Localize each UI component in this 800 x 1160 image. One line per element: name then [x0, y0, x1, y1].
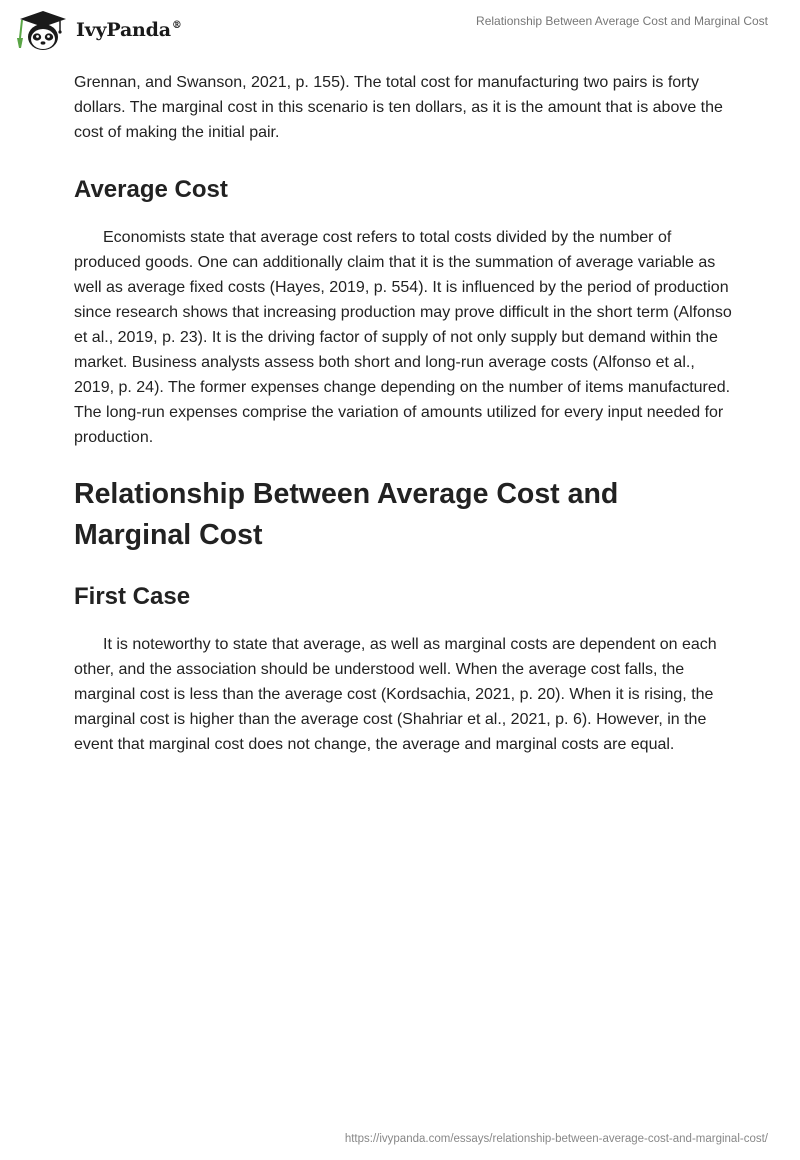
average-cost-paragraph: Economists state that average cost refers to total costs divided by the number of produced goods. One can additionally claim that it is the summation of average variable as well as average fixed costs (Hayes, 2019, p. 554). It is influenced by the period of production since research shows that increasing production may prove difficult in the short term (Alfonso et al., 2019, p. 23). It is the driving factor of supply of not only supply but demand within the market. Business analysts assess both short and long-run average costs (Alfonso et al., 2019, p. 24). The former expenses change depending on the number of items manufactured. The long-run expenses comprise the variation of amounts utilized for every input needed for production. [74, 229, 732, 446]
registered-mark: ® [171, 20, 182, 32]
brand-logo[interactable] [14, 8, 182, 52]
panda-graduate-icon [14, 8, 72, 52]
section-heading-average-cost: Average Cost [74, 176, 228, 203]
running-title: Relationship Between Average Cost and Marginal Cost [476, 14, 768, 28]
page-header [0, 0, 800, 60]
article-body [74, 70, 734, 757]
first-case-paragraph: It is noteworthy to state that average, as well as marginal costs are dependent on each other, and the association should be understood well. When the average cost falls, the marginal cost is less than the average cost (Kordsachia, 2021, p. 20). When it is rising, the marginal cost is higher than the average cost (Shahriar et al., 2021, p. 6). However, in the event that marginal cost does not change, the average and marginal costs are equal. [74, 636, 717, 753]
section-heading-relationship: Relationship Between Average Cost and Marginal Cost [74, 478, 619, 551]
intro-paragraph: Grennan, and Swanson, 2021, p. 155). The total cost for manufacturing two pairs is forty dollars. The marginal cost in this scenario is ten dollars, as it is the amount that is above the cost of making the initial pair. [74, 74, 723, 141]
source-url[interactable]: https://ivypanda.com/essays/relationship-between-average-cost-and-marginal-cost/ [344, 1133, 768, 1145]
subsection-heading-first-case: First Case [74, 583, 191, 610]
brand-name: IvyPanda® [76, 18, 182, 41]
